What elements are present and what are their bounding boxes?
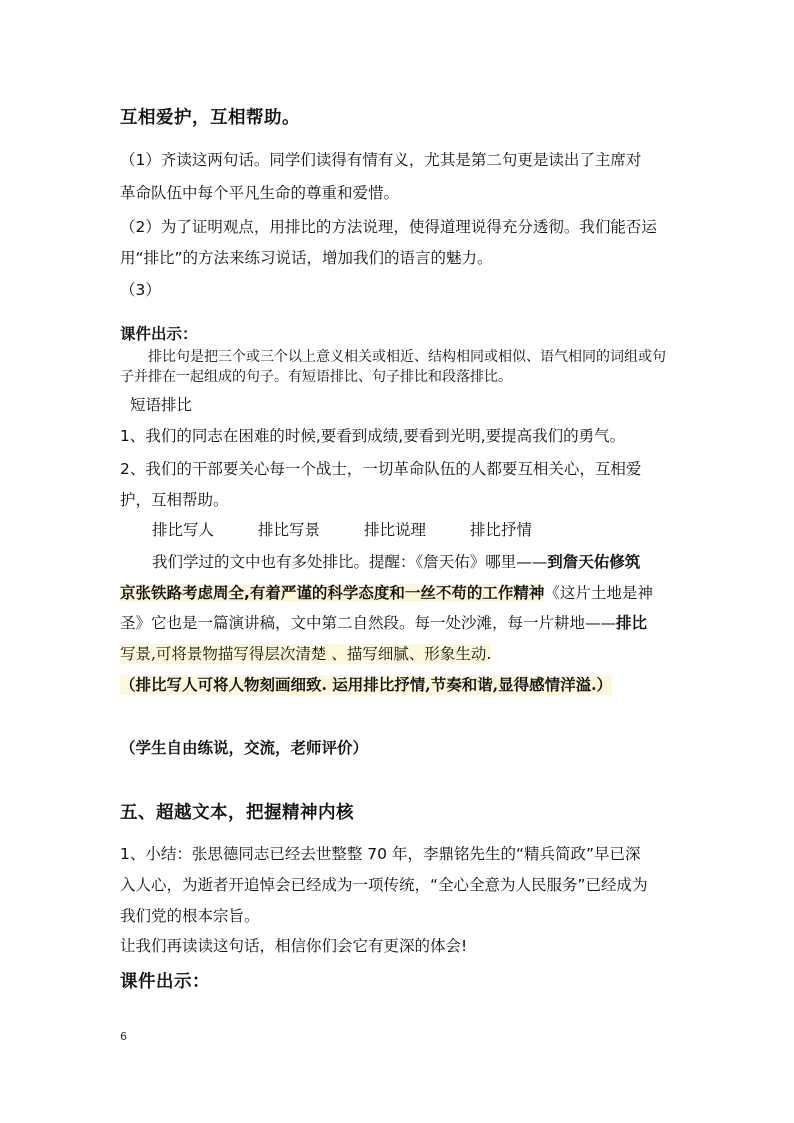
paragraph-line: 用“排比”的方法来练习说话，增加我们的语言的魅力。: [120, 249, 493, 267]
courseware-label: 课件出示：: [120, 972, 210, 992]
paragraph-line: 革命队伍中每个平凡生命的尊重和爱惜。: [120, 184, 400, 202]
learned-text: 圣》它也是一篇演讲稿，文中第二自然段。每一处沙滩，每一片耕地——: [120, 614, 617, 632]
learned-line: 写景,可将景物描写得层次清楚 、描写细腻、形象生动.: [120, 645, 492, 663]
paragraph-line: （3）: [120, 281, 161, 299]
page-number: 6: [120, 1030, 127, 1043]
learned-line: [152, 552, 640, 572]
learned-text: 我们学过的文中也有多处排比。提醒：《詹天佑》哪里——: [152, 553, 548, 571]
example-line: 2、我们的干部要关心每一个战士，一切革命队伍的人都要互相关心，互相爱: [120, 460, 642, 478]
category-item: 排比写人: [152, 521, 215, 539]
example-line: 护，互相帮助。: [120, 491, 229, 509]
definition-line: 排比句是把三个或三个以上意义相关或相近、结构相同或相似、语气相同的词组或句: [148, 349, 666, 365]
subheading-phrase-parallelism: 短语排比: [130, 396, 193, 414]
learned-text: 《这片土地是神: [544, 584, 653, 602]
section-heading: 互相爱护，互相帮助。: [120, 108, 300, 128]
category-row: [152, 520, 576, 540]
learned-emphasis: 到詹天佑修筑: [547, 553, 641, 571]
category-item: 排比说理: [364, 521, 427, 539]
student-activity: （学生自由练说，交流，老师评价）: [120, 739, 369, 757]
summary-line: 入人心，为逝者开追悼会已经成为一项传统，“全心全意为人民服务”已经成为: [120, 876, 648, 894]
summary-line: 我们党的根本宗旨。: [120, 907, 260, 925]
learned-emphasis: 京张铁路考虑周全,有着严谨的科学态度和一丝不苟的工作精神: [120, 584, 545, 602]
section-heading: 五、超越文本，把握精神内核: [120, 803, 354, 823]
example-line: 1、我们的同志在困难的时候,要看到成绩,要看到光明,要提高我们的勇气。: [120, 427, 626, 445]
definition-line: 子并排在一起组成的句子。有短语排比、句子排比和段落排比。: [120, 369, 512, 385]
learned-line: [120, 583, 653, 603]
paragraph-line: （2）为了证明观点，用排比的方法说理，使得道理说得充分透彻。我们能否运: [120, 218, 657, 236]
reread-line: 让我们再读读这句话，相信你们会它有更深的体会!: [120, 937, 468, 955]
category-item: 排比写景: [258, 521, 321, 539]
summary-line: 1、小结：张思德同志已经去世整整 70 年，李鼎铭先生的“精兵简政”早已深: [120, 845, 641, 863]
learned-line: [120, 613, 647, 633]
category-item: 排比抒情: [470, 521, 533, 539]
learned-emphasis: 排比: [616, 614, 648, 632]
courseware-label: 课件出示：: [120, 325, 198, 343]
learned-line: （排比写人可将人物刻画细致. 运用排比抒情,节奏和谐,显得感情洋溢.）: [120, 675, 612, 694]
paragraph-line: （1）齐读这两句话。同学们读得有情有义，尤其是第二句更是读出了主席对: [120, 151, 642, 169]
